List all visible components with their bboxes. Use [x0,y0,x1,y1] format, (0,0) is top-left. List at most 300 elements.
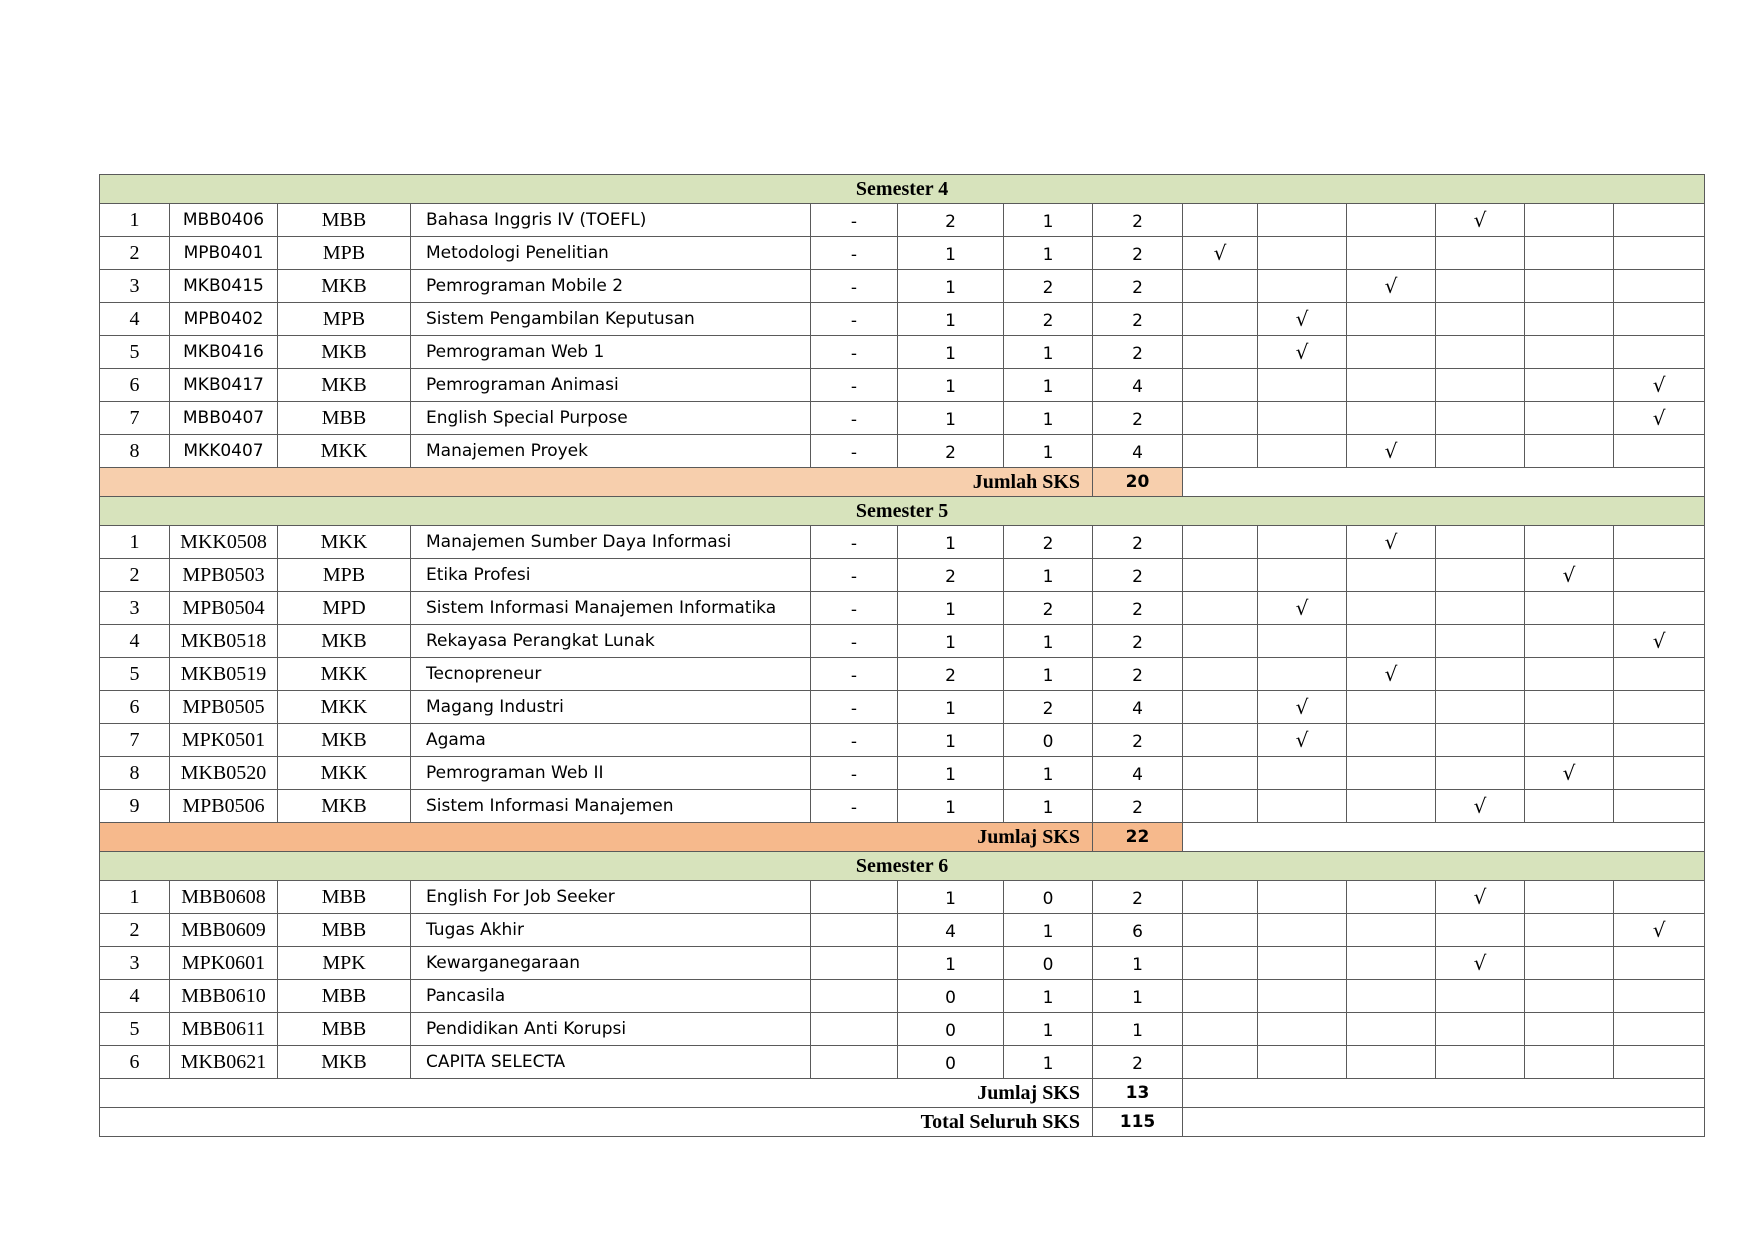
check-cell-3 [1347,559,1436,592]
check-cell-1 [1183,369,1258,402]
row-number: 4 [100,625,170,658]
check-cell-5 [1525,270,1614,303]
credit-sks: 2 [1093,559,1183,592]
credit-practice: 1 [1004,336,1093,369]
course-group: MBB [278,980,411,1013]
course-code: MKB0417 [170,369,278,402]
table-row [100,914,1705,947]
check-cell-5 [1525,790,1614,823]
course-name: Pemrograman Animasi [411,369,811,402]
credit-sks: 2 [1093,237,1183,270]
semester-title: Semester 6 [100,852,1705,881]
row-number: 3 [100,270,170,303]
course-group: MKK [278,435,411,468]
course-name: Tecnopreneur [411,658,811,691]
check-cell-6 [1614,1013,1705,1046]
check-cell-2 [1258,1013,1347,1046]
course-code: MBB0610 [170,980,278,1013]
credit-practice: 2 [1004,526,1093,559]
table-row [100,947,1705,980]
credit-sks: 2 [1093,526,1183,559]
credit-theory: 1 [898,237,1004,270]
check-cell-1 [1183,526,1258,559]
table-row [100,303,1705,336]
course-code: MBB0407 [170,402,278,435]
check-cell-4: √ [1436,947,1525,980]
row-number: 3 [100,592,170,625]
course-group: MKB [278,270,411,303]
check-cell-6 [1614,980,1705,1013]
check-cell-6 [1614,526,1705,559]
prerequisite-cell: - [811,369,898,402]
row-number: 5 [100,1013,170,1046]
course-group: MKB [278,625,411,658]
credit-practice: 1 [1004,914,1093,947]
check-cell-4 [1436,625,1525,658]
row-number: 3 [100,947,170,980]
check-cell-4 [1436,592,1525,625]
credit-theory: 1 [898,402,1004,435]
credit-sks: 2 [1093,303,1183,336]
semester-total-blank [1183,1079,1705,1108]
table-row [100,435,1705,468]
prerequisite-cell: - [811,402,898,435]
credit-theory: 2 [898,658,1004,691]
check-cell-5 [1525,625,1614,658]
credit-theory: 1 [898,790,1004,823]
table-row [100,881,1705,914]
check-cell-3 [1347,724,1436,757]
row-number: 1 [100,881,170,914]
course-name: Pendidikan Anti Korupsi [411,1013,811,1046]
credit-sks: 1 [1093,980,1183,1013]
course-group: MKK [278,526,411,559]
credit-practice: 2 [1004,592,1093,625]
semester-total-label: Jumlah SKS [100,468,1093,497]
semester-header-row [100,497,1705,526]
check-cell-6 [1614,658,1705,691]
course-group: MKB [278,1046,411,1079]
course-name: Kewarganegaraan [411,947,811,980]
check-cell-6 [1614,757,1705,790]
course-code: MKB0518 [170,625,278,658]
credit-sks: 2 [1093,1046,1183,1079]
table-row [100,237,1705,270]
course-code: MPB0402 [170,303,278,336]
check-cell-4 [1436,435,1525,468]
semester-header-row [100,175,1705,204]
check-cell-3 [1347,881,1436,914]
curriculum-table-body [100,175,1705,1137]
check-cell-2 [1258,369,1347,402]
course-group: MBB [278,204,411,237]
course-name: CAPITA SELECTA [411,1046,811,1079]
check-cell-1 [1183,303,1258,336]
check-cell-1: √ [1183,237,1258,270]
check-cell-4: √ [1436,881,1525,914]
grand-total-blank [1183,1108,1705,1137]
check-cell-1 [1183,881,1258,914]
credit-theory: 0 [898,1013,1004,1046]
course-group: MBB [278,914,411,947]
check-cell-1 [1183,336,1258,369]
check-cell-6 [1614,1046,1705,1079]
credit-theory: 1 [898,336,1004,369]
credit-practice: 1 [1004,658,1093,691]
table-row [100,658,1705,691]
check-cell-5: √ [1525,559,1614,592]
check-cell-4 [1436,270,1525,303]
semester-total-row [100,1079,1705,1108]
check-cell-5 [1525,658,1614,691]
credit-theory: 1 [898,303,1004,336]
check-cell-2: √ [1258,592,1347,625]
check-cell-2 [1258,625,1347,658]
credit-practice: 1 [1004,402,1093,435]
check-cell-6 [1614,237,1705,270]
check-cell-4 [1436,402,1525,435]
grand-total-label: Total Seluruh SKS [100,1108,1093,1137]
check-cell-5 [1525,1013,1614,1046]
prerequisite-cell: - [811,757,898,790]
row-number: 9 [100,790,170,823]
course-name: Pemrograman Web II [411,757,811,790]
course-group: MPD [278,592,411,625]
check-cell-1 [1183,625,1258,658]
prerequisite-cell: - [811,625,898,658]
check-cell-6 [1614,592,1705,625]
check-cell-3: √ [1347,658,1436,691]
check-cell-4 [1436,237,1525,270]
credit-theory: 1 [898,369,1004,402]
table-row [100,790,1705,823]
prerequisite-cell: - [811,724,898,757]
credit-practice: 1 [1004,369,1093,402]
credit-practice: 1 [1004,757,1093,790]
check-cell-2 [1258,914,1347,947]
check-cell-6 [1614,790,1705,823]
semester-total-label: Jumlaj SKS [100,1079,1093,1108]
row-number: 6 [100,369,170,402]
credit-sks: 4 [1093,757,1183,790]
credit-theory: 2 [898,204,1004,237]
check-cell-5 [1525,881,1614,914]
course-group: MKK [278,691,411,724]
check-cell-3 [1347,369,1436,402]
check-cell-3 [1347,757,1436,790]
prerequisite-cell: - [811,658,898,691]
check-cell-5 [1525,1046,1614,1079]
semester-title: Semester 4 [100,175,1705,204]
credit-sks: 4 [1093,691,1183,724]
course-name: English Special Purpose [411,402,811,435]
prerequisite-cell: - [811,237,898,270]
check-cell-3 [1347,237,1436,270]
check-cell-5 [1525,980,1614,1013]
check-cell-3 [1347,790,1436,823]
row-number: 7 [100,724,170,757]
check-cell-4 [1436,526,1525,559]
course-code: MKB0621 [170,1046,278,1079]
check-cell-2 [1258,658,1347,691]
course-code: MPB0505 [170,691,278,724]
table-row [100,1046,1705,1079]
prerequisite-cell: - [811,435,898,468]
prerequisite-cell: - [811,336,898,369]
check-cell-6 [1614,724,1705,757]
table-row [100,757,1705,790]
check-cell-3 [1347,336,1436,369]
course-code: MPK0501 [170,724,278,757]
credit-sks: 2 [1093,724,1183,757]
course-name: Metodologi Penelitian [411,237,811,270]
check-cell-6 [1614,270,1705,303]
credit-theory: 1 [898,270,1004,303]
row-number: 6 [100,1046,170,1079]
table-row [100,270,1705,303]
course-name: Rekayasa Perangkat Lunak [411,625,811,658]
check-cell-1 [1183,204,1258,237]
course-code: MKB0519 [170,658,278,691]
credit-practice: 1 [1004,1046,1093,1079]
check-cell-3 [1347,947,1436,980]
row-number: 8 [100,435,170,468]
check-cell-2 [1258,757,1347,790]
credit-practice: 2 [1004,691,1093,724]
credit-practice: 1 [1004,435,1093,468]
row-number: 5 [100,336,170,369]
check-cell-6 [1614,303,1705,336]
check-cell-2 [1258,526,1347,559]
credit-theory: 1 [898,724,1004,757]
semester-header-row [100,852,1705,881]
check-cell-1 [1183,980,1258,1013]
course-group: MPB [278,303,411,336]
check-cell-2: √ [1258,303,1347,336]
check-cell-3 [1347,1013,1436,1046]
check-cell-2 [1258,881,1347,914]
course-code: MPB0504 [170,592,278,625]
credit-theory: 0 [898,1046,1004,1079]
credit-practice: 0 [1004,724,1093,757]
check-cell-2 [1258,1046,1347,1079]
row-number: 6 [100,691,170,724]
check-cell-5 [1525,691,1614,724]
check-cell-6 [1614,947,1705,980]
prerequisite-cell: - [811,270,898,303]
credit-sks: 2 [1093,790,1183,823]
check-cell-1 [1183,270,1258,303]
check-cell-1 [1183,914,1258,947]
check-cell-1 [1183,658,1258,691]
check-cell-2 [1258,559,1347,592]
check-cell-5 [1525,336,1614,369]
check-cell-2 [1258,270,1347,303]
check-cell-5 [1525,592,1614,625]
credit-theory: 0 [898,980,1004,1013]
credit-practice: 1 [1004,204,1093,237]
table-row [100,1013,1705,1046]
credit-theory: 1 [898,757,1004,790]
check-cell-1 [1183,757,1258,790]
check-cell-4: √ [1436,790,1525,823]
check-cell-2 [1258,435,1347,468]
credit-theory: 1 [898,625,1004,658]
check-cell-1 [1183,724,1258,757]
check-cell-2 [1258,237,1347,270]
check-cell-3 [1347,625,1436,658]
course-group: MPK [278,947,411,980]
credit-practice: 1 [1004,790,1093,823]
credit-practice: 1 [1004,1013,1093,1046]
table-row [100,724,1705,757]
course-code: MKB0416 [170,336,278,369]
prerequisite-cell: - [811,592,898,625]
credit-sks: 2 [1093,204,1183,237]
check-cell-2: √ [1258,691,1347,724]
credit-theory: 1 [898,691,1004,724]
course-group: MKB [278,790,411,823]
table-row [100,204,1705,237]
course-name: Etika Profesi [411,559,811,592]
course-group: MKK [278,658,411,691]
row-number: 1 [100,204,170,237]
course-code: MPB0503 [170,559,278,592]
prerequisite-cell: - [811,691,898,724]
check-cell-3 [1347,1046,1436,1079]
check-cell-4 [1436,757,1525,790]
check-cell-3 [1347,402,1436,435]
check-cell-3 [1347,914,1436,947]
course-name: Pemrograman Mobile 2 [411,270,811,303]
course-group: MKB [278,724,411,757]
course-name: Sistem Pengambilan Keputusan [411,303,811,336]
credit-practice: 1 [1004,980,1093,1013]
credit-sks: 2 [1093,625,1183,658]
check-cell-3 [1347,204,1436,237]
check-cell-1 [1183,1013,1258,1046]
course-code: MBB0611 [170,1013,278,1046]
semester-total-label: Jumlaj SKS [100,823,1093,852]
check-cell-4 [1436,724,1525,757]
course-group: MPB [278,237,411,270]
prerequisite-cell [811,1013,898,1046]
table-row [100,592,1705,625]
check-cell-6: √ [1614,402,1705,435]
check-cell-5 [1525,303,1614,336]
check-cell-1 [1183,790,1258,823]
prerequisite-cell: - [811,526,898,559]
course-code: MBB0406 [170,204,278,237]
course-group: MBB [278,881,411,914]
check-cell-3: √ [1347,526,1436,559]
credit-sks: 1 [1093,947,1183,980]
credit-sks: 2 [1093,881,1183,914]
prerequisite-cell [811,914,898,947]
table-row [100,691,1705,724]
credit-practice: 2 [1004,303,1093,336]
check-cell-5 [1525,724,1614,757]
prerequisite-cell [811,1046,898,1079]
table-row [100,625,1705,658]
credit-sks: 2 [1093,336,1183,369]
credit-practice: 1 [1004,237,1093,270]
check-cell-4 [1436,559,1525,592]
credit-theory: 1 [898,881,1004,914]
table-row [100,369,1705,402]
row-number: 2 [100,914,170,947]
prerequisite-cell: - [811,790,898,823]
prerequisite-cell: - [811,204,898,237]
prerequisite-cell [811,881,898,914]
table-row [100,526,1705,559]
table-row [100,336,1705,369]
check-cell-6 [1614,435,1705,468]
check-cell-2 [1258,790,1347,823]
check-cell-6: √ [1614,914,1705,947]
course-code: MKK0508 [170,526,278,559]
check-cell-3 [1347,303,1436,336]
check-cell-2 [1258,980,1347,1013]
check-cell-5: √ [1525,757,1614,790]
course-code: MPK0601 [170,947,278,980]
check-cell-4 [1436,1013,1525,1046]
check-cell-5 [1525,526,1614,559]
course-name: Magang Industri [411,691,811,724]
check-cell-3 [1347,980,1436,1013]
course-code: MBB0609 [170,914,278,947]
course-name: Bahasa Inggris IV (TOEFL) [411,204,811,237]
course-name: Agama [411,724,811,757]
course-code: MKB0520 [170,757,278,790]
check-cell-3 [1347,592,1436,625]
course-code: MKK0407 [170,435,278,468]
check-cell-5 [1525,369,1614,402]
check-cell-6 [1614,204,1705,237]
course-code: MKB0415 [170,270,278,303]
check-cell-2 [1258,947,1347,980]
course-name: Manajemen Proyek [411,435,811,468]
check-cell-6: √ [1614,369,1705,402]
table-row [100,559,1705,592]
semester-total-value: 22 [1093,823,1183,852]
prerequisite-cell: - [811,303,898,336]
row-number: 5 [100,658,170,691]
check-cell-1 [1183,592,1258,625]
check-cell-1 [1183,947,1258,980]
check-cell-2 [1258,402,1347,435]
course-group: MKB [278,336,411,369]
check-cell-1 [1183,1046,1258,1079]
credit-practice: 1 [1004,559,1093,592]
check-cell-4 [1436,369,1525,402]
credit-practice: 0 [1004,881,1093,914]
check-cell-5 [1525,204,1614,237]
credit-theory: 1 [898,592,1004,625]
row-number: 2 [100,237,170,270]
check-cell-2: √ [1258,724,1347,757]
semester-total-value: 20 [1093,468,1183,497]
check-cell-6 [1614,559,1705,592]
credit-sks: 2 [1093,270,1183,303]
course-code: MPB0506 [170,790,278,823]
semester-total-blank [1183,468,1705,497]
course-name: Tugas Akhir [411,914,811,947]
credit-practice: 0 [1004,947,1093,980]
check-cell-6: √ [1614,625,1705,658]
semester-total-blank [1183,823,1705,852]
check-cell-5 [1525,947,1614,980]
